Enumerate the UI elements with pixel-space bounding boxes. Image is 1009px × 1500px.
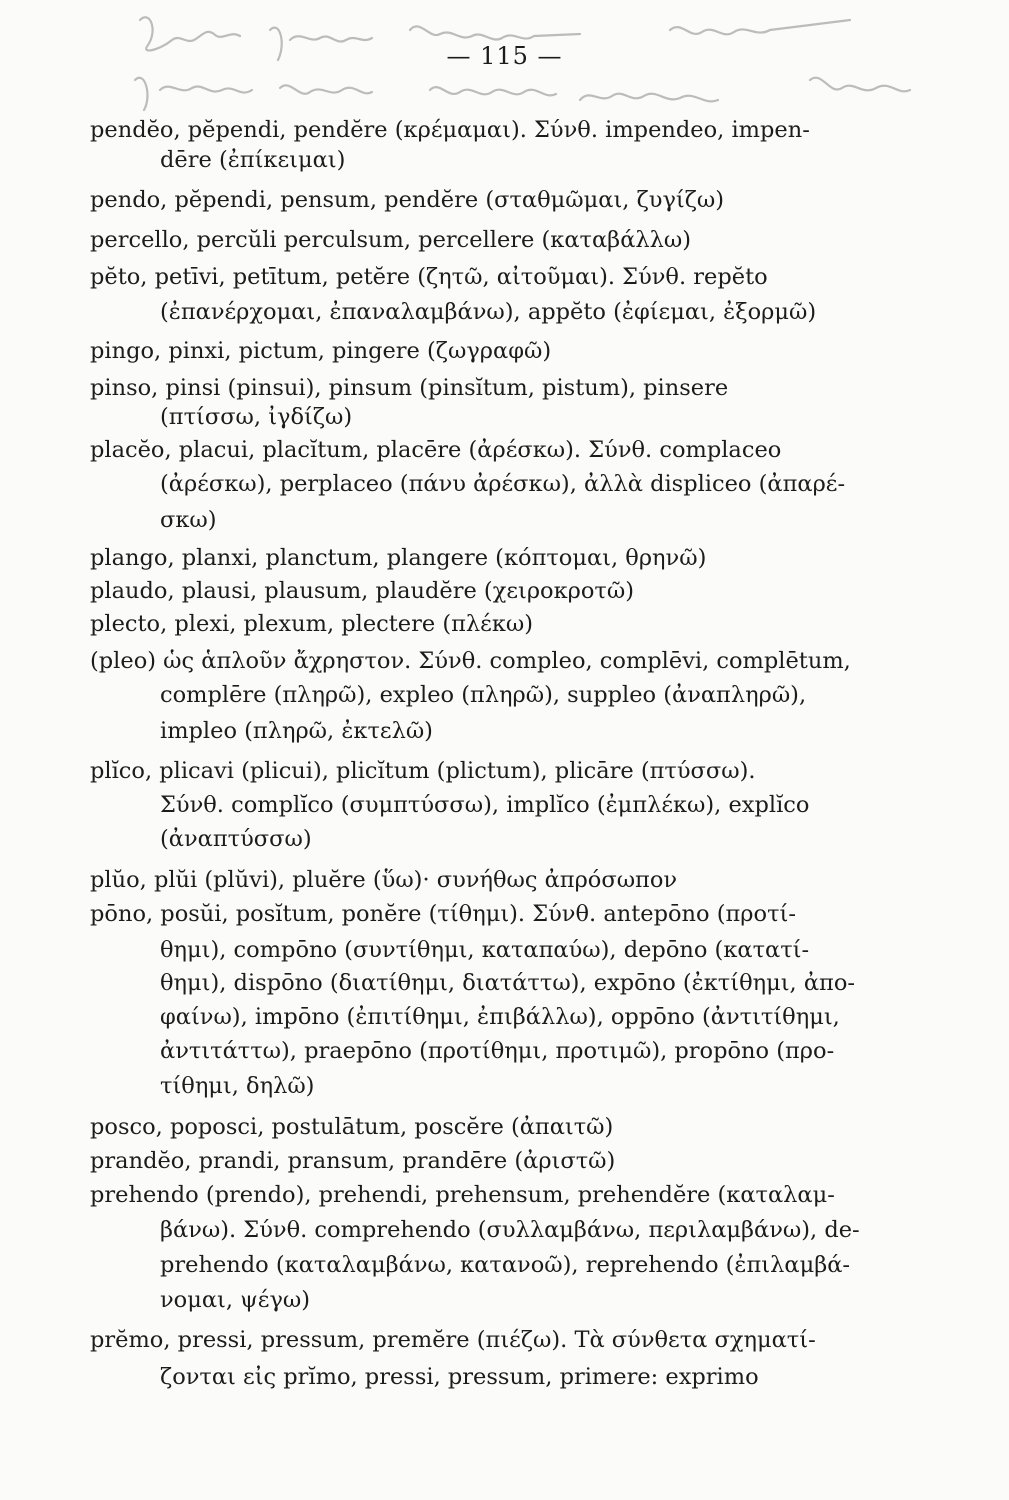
text-line: (πτίσσω, ἰγδίζω)	[160, 404, 353, 430]
text-line: βάνω). Σύνθ. comprehendo (συλλαμβάνω, περιλαμβάνω), de-	[160, 1217, 860, 1243]
text-line: plaudo, plausi, plausum, plaudĕre (χειροκροτῶ)	[90, 578, 635, 604]
text-line: (ἀναπτύσσω)	[160, 826, 312, 852]
text-line: plĭco, plicavi (plicui), plicĭtum (plictum), plicāre (πτύσσω).	[90, 758, 756, 784]
text-line: σκω)	[160, 507, 217, 533]
text-line: Σύνθ. complĭco (συμπτύσσω), implĭco (ἐμπλέκω), explĭco	[160, 792, 810, 818]
text-line: plŭo, plŭi (plŭvi), pluĕre (ὕω)· συνήθως ἀπρόσωπον	[90, 867, 678, 893]
text-line: prehendo (prendo), prehendi, prehensum, prehendĕre (καταλαμ-	[90, 1182, 835, 1208]
text-line: ἀντιτάττω), praepōno (προτίθημι, προτιμῶ), propōno (προ-	[160, 1038, 835, 1064]
text-line: νομαι, ψέγω)	[160, 1287, 311, 1313]
text-line: dēre (ἐπίκειμαι)	[160, 147, 346, 173]
text-line: pōno, posŭi, posĭtum, ponĕre (τίθημι). Σύνθ. antepōno (προτί-	[90, 901, 796, 927]
text-line: τίθημι, δηλῶ)	[160, 1073, 315, 1099]
text-line: pinso, pinsi (pinsui), pinsum (pinsĭtum, pistum), pinsere	[90, 375, 729, 401]
text-line: prehendo (καταλαμβάνω, κατανοῶ), reprehendo (ἐπιλαμβά-	[160, 1252, 850, 1278]
text-line: θημι), compōno (συντίθημι, καταπαύω), depōno (κατατί-	[160, 937, 810, 963]
text-line: plango, planxi, planctum, plangere (κόπτομαι, θρηνῶ)	[90, 545, 707, 571]
text-line: percello, percŭli perculsum, percellere (καταβάλλω)	[90, 227, 692, 253]
text-line: φαίνω), impōno (ἐπιτίθημι, ἐπιβάλλω), oppōno (ἀντιτίθημι,	[160, 1004, 840, 1030]
text-line: (ἀρέσκω), perplaceo (πάνυ ἀρέσκω), ἀλλὰ displiceo (ἀπαρέ-	[160, 471, 846, 497]
text-line: prĕmo, pressi, pressum, premĕre (πιέζω). Τὰ σύνθετα σχηματί-	[90, 1327, 816, 1353]
text-line: pingo, pinxi, pictum, pingere (ζωγραφῶ)	[90, 338, 552, 364]
text-line: plecto, plexi, plexum, plectere (πλέκω)	[90, 611, 534, 637]
page-number: — 115 —	[446, 42, 563, 70]
text-line: (pleo) ὡς ἁπλοῦν ἄχρηστον. Σύνθ. compleo, complēvi, complētum,	[90, 648, 851, 674]
text-line: placĕo, placui, placĭtum, placēre (ἀρέσκω). Σύνθ. complaceo	[90, 437, 782, 463]
text-line: pĕto, petīvi, petītum, petĕre (ζητῶ, αἰτοῦμαι). Σύνθ. repĕto	[90, 264, 768, 290]
text-line: pendo, pĕpendi, pensum, pendĕre (σταθμῶμαι, ζυγίζω)	[90, 187, 725, 213]
text-line: pendĕo, pĕpendi, pendĕre (κρέμαμαι). Σύνθ. impendeo, impen-	[90, 117, 810, 143]
text-line: θημι), dispōno (διατίθημι, διατάττω), expōno (ἐκτίθημι, ἀπο-	[160, 970, 855, 996]
text-line: impleo (πληρῶ, ἐκτελῶ)	[160, 718, 433, 744]
text-line: complēre (πληρῶ), expleo (πληρῶ), suppleo (ἀναπληρῶ),	[160, 682, 807, 708]
text-line: prandĕo, prandi, pransum, prandēre (ἀριστῶ)	[90, 1148, 616, 1174]
text-line: (ἐπανέρχομαι, ἐπαναλαμβάνω), appĕto (ἐφίεμαι, ἐξορμῶ)	[160, 299, 817, 325]
text-line: ζονται εἰς prĭmo, pressi, pressum, primere: exprimo	[160, 1364, 759, 1390]
text-line: posco, poposci, postulātum, poscĕre (ἀπαιτῶ)	[90, 1114, 614, 1140]
